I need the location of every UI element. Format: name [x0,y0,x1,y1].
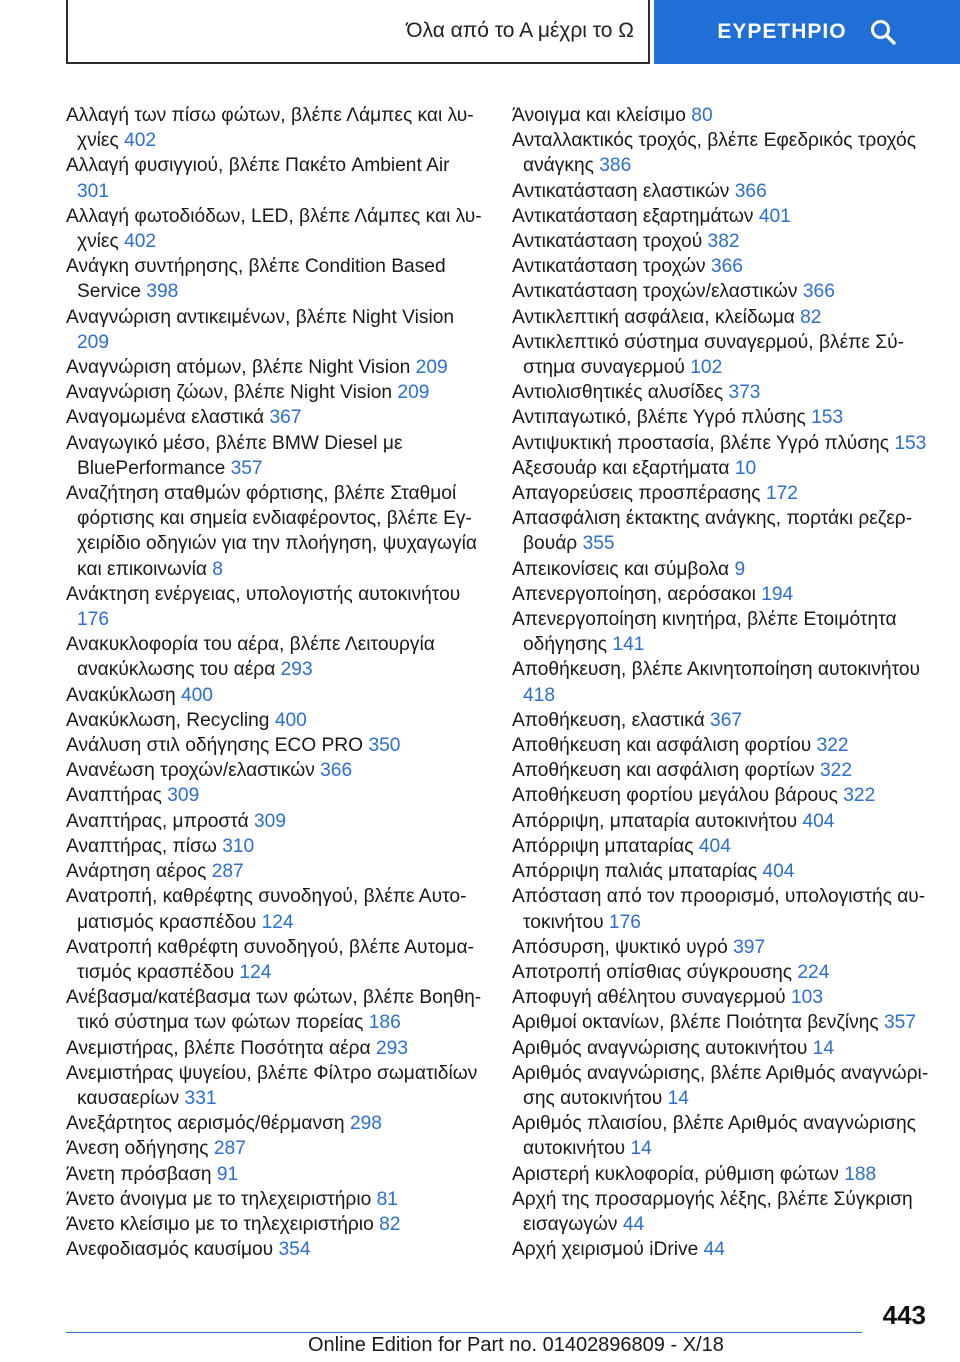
index-entry-text: Αποφυγή αθέλητου συναγερμού [512,987,786,1009]
index-entry [512,582,942,607]
index-entry-text: Αποθήκευση, βλέπε Ακινητοποίηση αυτοκινήτου [512,659,921,681]
top-navigation [0,0,960,66]
index-entry [66,204,486,254]
index-entry-page-link[interactable]: 293 [280,659,313,681]
index-entry-page-link[interactable]: 186 [368,1012,401,1034]
index-entry-text: Αντικλεπτική ασφάλεια, κλείδωμα [512,306,795,328]
index-entry [512,204,942,229]
index-entry-page-link[interactable]: 82 [800,306,822,328]
index-entry-text: Αντιολισθητικές αλυσίδες [512,382,724,404]
index-entry [512,607,942,657]
index-entry [66,582,486,632]
index-entry [66,1237,486,1262]
index-entry-text: Αλλαγή φωτοδιόδων, LED, βλέπε Λάμπες και λυχνίες [66,205,482,253]
index-entry-page-link[interactable]: 82 [379,1213,401,1235]
index-entry [512,1010,942,1035]
index-entry-page-link[interactable]: 350 [368,735,401,757]
index-entry-text: Ανάρτηση αέρος [66,861,207,883]
index-entry [66,431,486,481]
index-entry [66,758,486,783]
index-entry-page-link[interactable]: 9 [734,558,746,580]
index-entry [512,733,942,758]
index-entry [66,632,486,682]
index-entry-text: Αποθήκευση και ασφάλιση φορτίου [512,735,812,757]
index-entry-page-link[interactable]: 322 [816,735,849,757]
tab-index-label: ΕΥΡΕΤΗΡΙΟ [717,20,847,43]
index-entry-text: Ανεξάρτητος αερισμός/θέρμανση [66,1113,345,1135]
index-entry-page-link[interactable]: 172 [765,483,798,505]
index-entry [512,557,942,582]
index-entry-text: Απόρριψη παλιάς μπαταρίας [512,861,758,883]
index-entry-text: Αριθμός πλαισίου, βλέπε Αριθμός αναγνώρισης αυτοκινήτου [512,1113,916,1160]
index-entry-page-link[interactable]: 322 [843,785,876,807]
index-entry-page-link[interactable]: 153 [894,432,927,454]
index-entry-text: Αντικατάσταση εξαρτημάτων [512,205,754,227]
index-entry [512,103,942,128]
index-entry-text: Αναγομωμένα ελαστικά [66,407,265,429]
index-entry [512,834,942,859]
index-entry [66,103,486,153]
index-entry-text: Απεικονίσεις και σύμβολα [512,558,730,580]
index-entry-page-link[interactable]: 44 [703,1239,725,1261]
index-entry-page-link[interactable]: 366 [734,180,767,202]
index-entry-text: Απόσταση από τον προορισμό, υπολογιστής αυτοκινήτου [512,886,926,933]
index-entry [512,809,942,834]
index-entry-text: Αριθμός αναγνώρισης αυτοκινήτου [512,1037,808,1059]
index-entry-page-link[interactable]: 310 [222,835,255,857]
index-entry-text: Ανακυκλοφορία του αέρα, βλέπε Λειτουργία ανακύκλωσης του αέρα [66,634,435,681]
index-entry [66,1111,486,1136]
index-entry [512,431,942,456]
index-entry-page-link[interactable]: 124 [261,911,294,933]
index-entry-page-link[interactable]: 404 [698,835,731,857]
index-entry-page-link[interactable]: 397 [733,936,766,958]
index-entry-text: Απασφάλιση έκτακτης ανάγκης, πορτάκι ρεζερβουάρ [512,508,913,555]
index-entry-page-link[interactable]: 301 [77,180,110,202]
index-entry-page-link[interactable]: 298 [349,1113,382,1135]
index-entry-page-link[interactable]: 322 [820,760,853,782]
index-entry [512,179,942,204]
index-entry-text: Ανεμιστήρας ψυγείου, βλέπε Φίλτρο σωματιδίων καυσαερίων [66,1062,478,1109]
index-entry [512,481,942,506]
index-entry [66,1162,486,1187]
index-entry-page-link[interactable]: 331 [184,1087,217,1109]
index-entry-text: Απόρριψη, μπαταρία αυτοκινήτου [512,810,798,832]
index-entry-text: Απόρριψη μπαταρίας [512,835,694,857]
index-entry [66,153,486,203]
index-entry-text: Αποθήκευση, ελαστικά [512,709,705,731]
index-entry [512,758,942,783]
index-entry-page-link[interactable]: 124 [239,961,272,983]
index-entry-page-link[interactable]: 309 [167,785,200,807]
index-entry-text: Απαγορεύσεις προσπέρασης [512,483,761,505]
index-entry [512,1162,942,1187]
index-entry-text: Ανάλυση στιλ οδήγησης ECO PRO [66,735,364,757]
footer-divider [66,1332,862,1333]
index-entry [512,884,942,934]
index-entry [66,733,486,758]
index-entry-page-link[interactable]: 354 [278,1239,311,1261]
index-entry-text: Αναπτήρας, μπροστά [66,810,249,832]
index-entry-text: Αναγνώριση ζώων, βλέπε Night Vision [66,382,393,404]
index-entry-page-link[interactable]: 400 [274,709,307,731]
index-entry [512,456,942,481]
index-entry [512,1237,942,1262]
index-entry-page-link[interactable]: 357 [230,457,263,479]
index-entry [512,305,942,330]
index-entry [66,834,486,859]
index-entry-text: Ανανέωση τροχών/ελαστικών [66,760,315,782]
index-entry [66,708,486,733]
index-entry-page-link[interactable]: 91 [216,1163,239,1185]
index-entry-text: Ανάκτηση ενέργειας, υπολογιστής αυτοκινήτου [66,583,461,605]
index-entry [66,1061,486,1111]
index-entry-page-link[interactable]: 224 [797,961,830,983]
index-entry-page-link[interactable]: 14 [812,1037,835,1059]
index-entry [66,1212,486,1237]
index-entry-text: Αντιπαγωτικό, βλέπε Υγρό πλύσης [512,407,806,429]
index-entry-text: Ανταλλακτικός τροχός, βλέπε Εφεδρικός τροχός ανάγκης [512,130,916,177]
tab-all-a-to-z[interactable] [66,0,650,64]
index-entry-page-link[interactable]: 367 [269,407,302,429]
index-entry-text: Αναγνώριση ατόμων, βλέπε Night Vision [66,357,411,379]
index-entry-page-link[interactable]: 80 [691,105,713,126]
index-entry [66,305,486,355]
index-entry-page-link[interactable]: 176 [608,911,641,933]
index-entry [66,254,486,304]
index-entry-text: Αποθήκευση φορτίου μεγάλου βάρους [512,785,838,807]
index-entry [66,809,486,834]
index-entry [66,1036,486,1061]
index-entry-text: Ανεφοδιασμός καυσίμου [66,1239,274,1261]
index-entry-text: Αποθήκευση και ασφάλιση φορτίων [512,760,815,782]
index-entry [66,481,486,582]
index-entry [512,405,942,430]
index-entry-page-link[interactable]: 400 [180,684,213,706]
page-number: 443 [882,1300,926,1330]
index-entry [512,985,942,1010]
index-entry-text: Ανέβασμα/κατέβασμα των φώτων, βλέπε Βοηθητικό σύστημα των φώτων πορείας [66,987,482,1034]
index-entry [512,380,942,405]
index-entry-page-link[interactable]: 367 [710,709,743,731]
index-entry-page-link[interactable]: 357 [883,1012,916,1034]
index-entry [512,279,942,304]
index-entry [66,355,486,380]
index-entry-page-link[interactable]: 398 [146,281,179,303]
index-entry [66,405,486,430]
index-entry-page-link[interactable]: 287 [211,861,244,883]
index-entry [512,708,942,733]
index-entry-page-link[interactable]: 355 [582,533,615,555]
index-entry-text: Αρχή της προσαρμογής λέξης, βλέπε Σύγκριση εισαγωγών [512,1188,913,1235]
index-entry-text: Άνετο κλείσιμο με το τηλεχειριστήριο [66,1213,374,1235]
search-icon[interactable] [869,18,897,46]
index-entry [66,380,486,405]
index-entry [512,783,942,808]
index-entry-page-link[interactable]: 287 [213,1138,246,1160]
index-entry-text: Αντικατάσταση ελαστικών [512,180,730,202]
index-entry-text: Αλλαγή φυσιγγιού, βλέπε Πακέτο Ambient Air [66,155,450,177]
index-entry-page-link[interactable]: 404 [762,861,795,883]
index-entry-page-link[interactable]: 382 [707,231,740,253]
index-entry-page-link[interactable]: 81 [376,1188,398,1210]
index-entry-text: Αντικατάσταση τροχού [512,231,703,253]
index-entry-page-link[interactable]: 8 [212,558,223,580]
index-entry-text: Αριθμός αναγνώρισης, βλέπε Αριθμός αναγνώρισης αυτοκινήτου [512,1062,929,1109]
index-entry [512,1111,942,1161]
index-column-left [66,103,486,1262]
index-entry [512,859,942,884]
footer-edition-text: Online Edition for Part no. 01402896809 - X/18 [308,1334,724,1356]
index-entry-page-link[interactable]: 366 [710,256,743,278]
index-entry-text: Ανεμιστήρας, βλέπε Ποσότητα αέρα [66,1037,371,1059]
index-entry-text: Άνετη πρόσβαση [66,1163,212,1185]
index-entry-page-link[interactable]: 402 [124,130,157,152]
index-entry-page-link[interactable]: 404 [802,810,835,832]
index-entry-page-link[interactable]: 293 [375,1037,408,1059]
index-entry-page-link[interactable]: 103 [791,987,824,1009]
index-entry-text: Αναγνώριση αντικειμένων, βλέπε Night Vision [66,306,455,328]
index-entry-page-link[interactable]: 402 [124,231,157,253]
index-entry [512,1036,942,1061]
index-entry-text: Αρχή χειρισμού iDrive [512,1239,699,1261]
index-entry-text: Ανακύκλωση [66,684,176,706]
index-entry-page-link[interactable]: 14 [630,1138,652,1160]
index-entry [66,985,486,1035]
index-entry-page-link[interactable]: 418 [523,684,556,706]
index-entry [512,935,942,960]
index-entry [66,859,486,884]
index-entry-text: Αναζήτηση σταθμών φόρτισης, βλέπε Σταθμοί φόρτισης και σημεία ενδιαφέροντος, βλέπε Εγχειρίδιο οδηγιών για την πλοήγηση, ψυχαγωγία και επικοινωνία [66,483,477,580]
index-entry [66,884,486,934]
index-entry-text: Άνετο άνοιγμα με το τηλεχειριστήριο [66,1188,372,1210]
index-entry-text: Αριστερή κυκλοφορία, ρύθμιση φώτων [512,1163,839,1185]
index-entry-page-link[interactable]: 401 [758,205,791,227]
index-entry-page-link[interactable]: 209 [77,331,110,353]
index-entry [512,229,942,254]
index-entry [66,1187,486,1212]
index-entry-text: Αναπτήρας [66,785,162,807]
index-entry-text: Απενεργοποίηση κινητήρα, βλέπε Ετοιμότητα οδήγησης [512,609,897,656]
index-entry [512,506,942,556]
index-entry-text: Αναγωγικό μέσο, βλέπε BMW Diesel με BluePerformance [66,432,403,479]
index-entry-text: Απόσυρση, ψυκτικό υγρό [512,936,728,958]
index-entry [512,1187,942,1237]
index-entry-page-link[interactable]: 209 [397,382,430,404]
index-entry [66,683,486,708]
index-entry-text: Απενεργοποίηση, αερόσακοι [512,583,756,605]
index-entry [512,254,942,279]
index-entry [66,935,486,985]
index-entry-text: Αλλαγή των πίσω φώτων, βλέπε Λάμπες και λυχνίες [66,105,474,152]
index-entry-text: Αξεσουάρ και εξαρτήματα [512,457,730,479]
index-entry-page-link[interactable]: 153 [811,407,844,429]
tab-index[interactable] [654,0,960,64]
index-entry-text: Ανατροπή καθρέφτη συνοδηγού, βλέπε Αυτοματισμός κρασπέδου [66,936,475,983]
index-entry-text: Ανακύκλωση, Recycling [66,709,270,731]
index-entry-page-link[interactable]: 44 [622,1213,645,1235]
index-entry-text: Αποτροπή οπίσθιας σύγκρουσης [512,961,793,983]
index-entry [512,960,942,985]
index-entry [512,1061,942,1111]
index-entry-text: Ανάγκη συντήρησης, βλέπε Condition Based Service [66,256,446,303]
index-entry-page-link[interactable]: 14 [667,1087,689,1109]
index-entry-text: Ανατροπή, καθρέφτης συνοδηγού, βλέπε Αυτοματισμός κρασπέδου [66,886,467,933]
index-entry-text: Άνεση οδήγησης [66,1138,209,1160]
index-entry [512,330,942,380]
index-column-right [512,103,942,1262]
index-entry-page-link[interactable]: 10 [734,457,757,479]
index-entry-page-link[interactable]: 188 [844,1163,877,1185]
index-entry-page-link[interactable]: 141 [612,634,645,656]
index-entry-text: Αριθμοί οκτανίων, βλέπε Ποιότητα βενζίνης [512,1012,879,1034]
index-entry-page-link[interactable]: 176 [77,609,110,631]
index-entry-page-link[interactable]: 209 [415,357,448,379]
index-entry-page-link[interactable]: 366 [320,760,353,782]
index-entry-page-link[interactable]: 366 [802,281,835,303]
index-entry-page-link[interactable]: 102 [690,357,723,379]
index-entry [66,783,486,808]
index-entry-text: Αντικατάσταση τροχών/ελαστικών [512,281,798,303]
index-entry-text: Αναπτήρας, πίσω [66,835,217,857]
index-entry-page-link[interactable]: 194 [761,583,794,605]
index-entry-page-link[interactable]: 309 [254,810,287,832]
index-entry-page-link[interactable]: 373 [728,382,761,404]
index-entry-text: Αντιψυκτική προστασία, βλέπε Υγρό πλύσης [512,432,889,454]
index-entry [512,128,942,178]
index-entry [66,1136,486,1161]
index-entry [512,657,942,707]
index-entry-page-link[interactable]: 386 [599,155,632,177]
tab-all-label: Όλα από το Α μέχρι το Ω [406,19,634,42]
index-entry-text: Αντικατάσταση τροχών [512,256,706,278]
index-entry-text: Αντικλεπτικό σύστημα συναγερμού, βλέπε Σύστημα συναγερμού [512,331,904,379]
index-entry-text: Άνοιγμα και κλείσιμο [512,105,686,126]
